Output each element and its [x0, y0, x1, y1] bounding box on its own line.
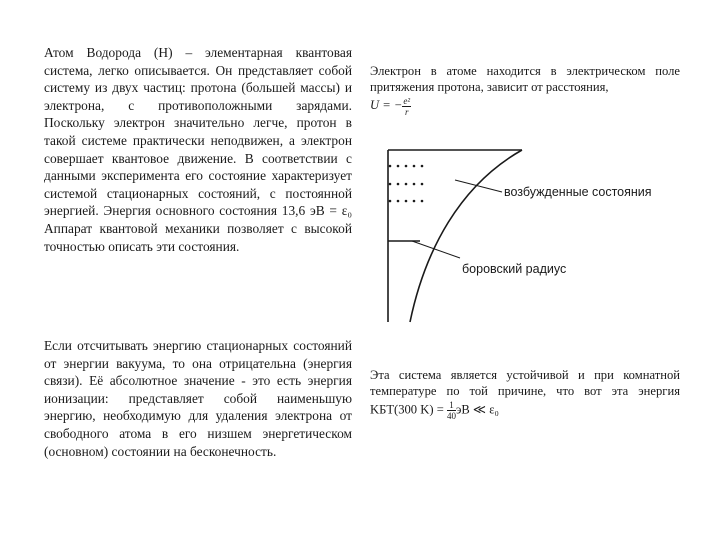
- formula-fraction: [402, 96, 411, 117]
- epsilon-symbol: ε₀: [341, 203, 352, 219]
- paragraph-electric-field: [370, 64, 680, 117]
- paragraph-ionization-energy: [44, 337, 352, 460]
- excited-state-dots: [389, 165, 424, 203]
- stability-formula-rhs: эВ ≪ ε₀: [455, 401, 499, 416]
- paragraph-text: Эта система является устойчивой и при комнатной температуре по той причине, что вот эта энергия: [370, 368, 680, 398]
- paragraph-stability: [370, 368, 680, 421]
- formula-lhs: U = −: [370, 97, 403, 112]
- energy-level-diagram: [380, 140, 680, 330]
- paragraph-text-tail: Аппарат квантовой механики позволяет с высокой точностью описать эти состояния.: [44, 220, 352, 254]
- label-excited-states: возбужденные состояния: [504, 185, 652, 199]
- paragraph-text: Электрон в атоме находится в электрическом поле притяжения протона, зависит от расстояния,: [370, 64, 680, 94]
- stability-formula-lhs: KБT(300 K) =: [370, 401, 447, 416]
- paragraph-text: Если отсчитывать энергию стационарных состояний от энергии вакуума, то она отрицательна (энергия связи). Её абсолютное значение - это есть энергия ионизации: представляет собой наименьшую энергию, необходимую для удаления электрона от свободного атома в его низшем энергетическом (основном) состоянии на бесконечность.: [44, 338, 352, 459]
- stability-fraction: [447, 400, 456, 421]
- stability-numerator: 1: [447, 400, 456, 411]
- formula-numerator: e²: [403, 95, 411, 106]
- stability-denominator: 40: [446, 410, 456, 421]
- excited-pointer-line: [455, 180, 502, 192]
- label-bohr-radius: боровский радиус: [462, 262, 567, 276]
- paragraph-hydrogen-atom: [44, 44, 352, 255]
- formula-denominator: r: [404, 106, 409, 117]
- potential-curve: [410, 150, 522, 322]
- paragraph-text: Атом Водорода (Н) – элементарная квантовая система, легко описывается. Он представляет собой систему из двух частиц: протона (большей массы) и электрона, с противоположными зарядами. Поскольку электрон значительно легче, протон в такой системе практически неподвижен, а электрон совершает квантовое движение. В соответствии с данными эксперимента его состояние характеризует системой стационарных состояний, с постоянной энергией. Энергия основного состояния 13,6 эВ =: [44, 45, 352, 219]
- potential-formula: [370, 95, 411, 117]
